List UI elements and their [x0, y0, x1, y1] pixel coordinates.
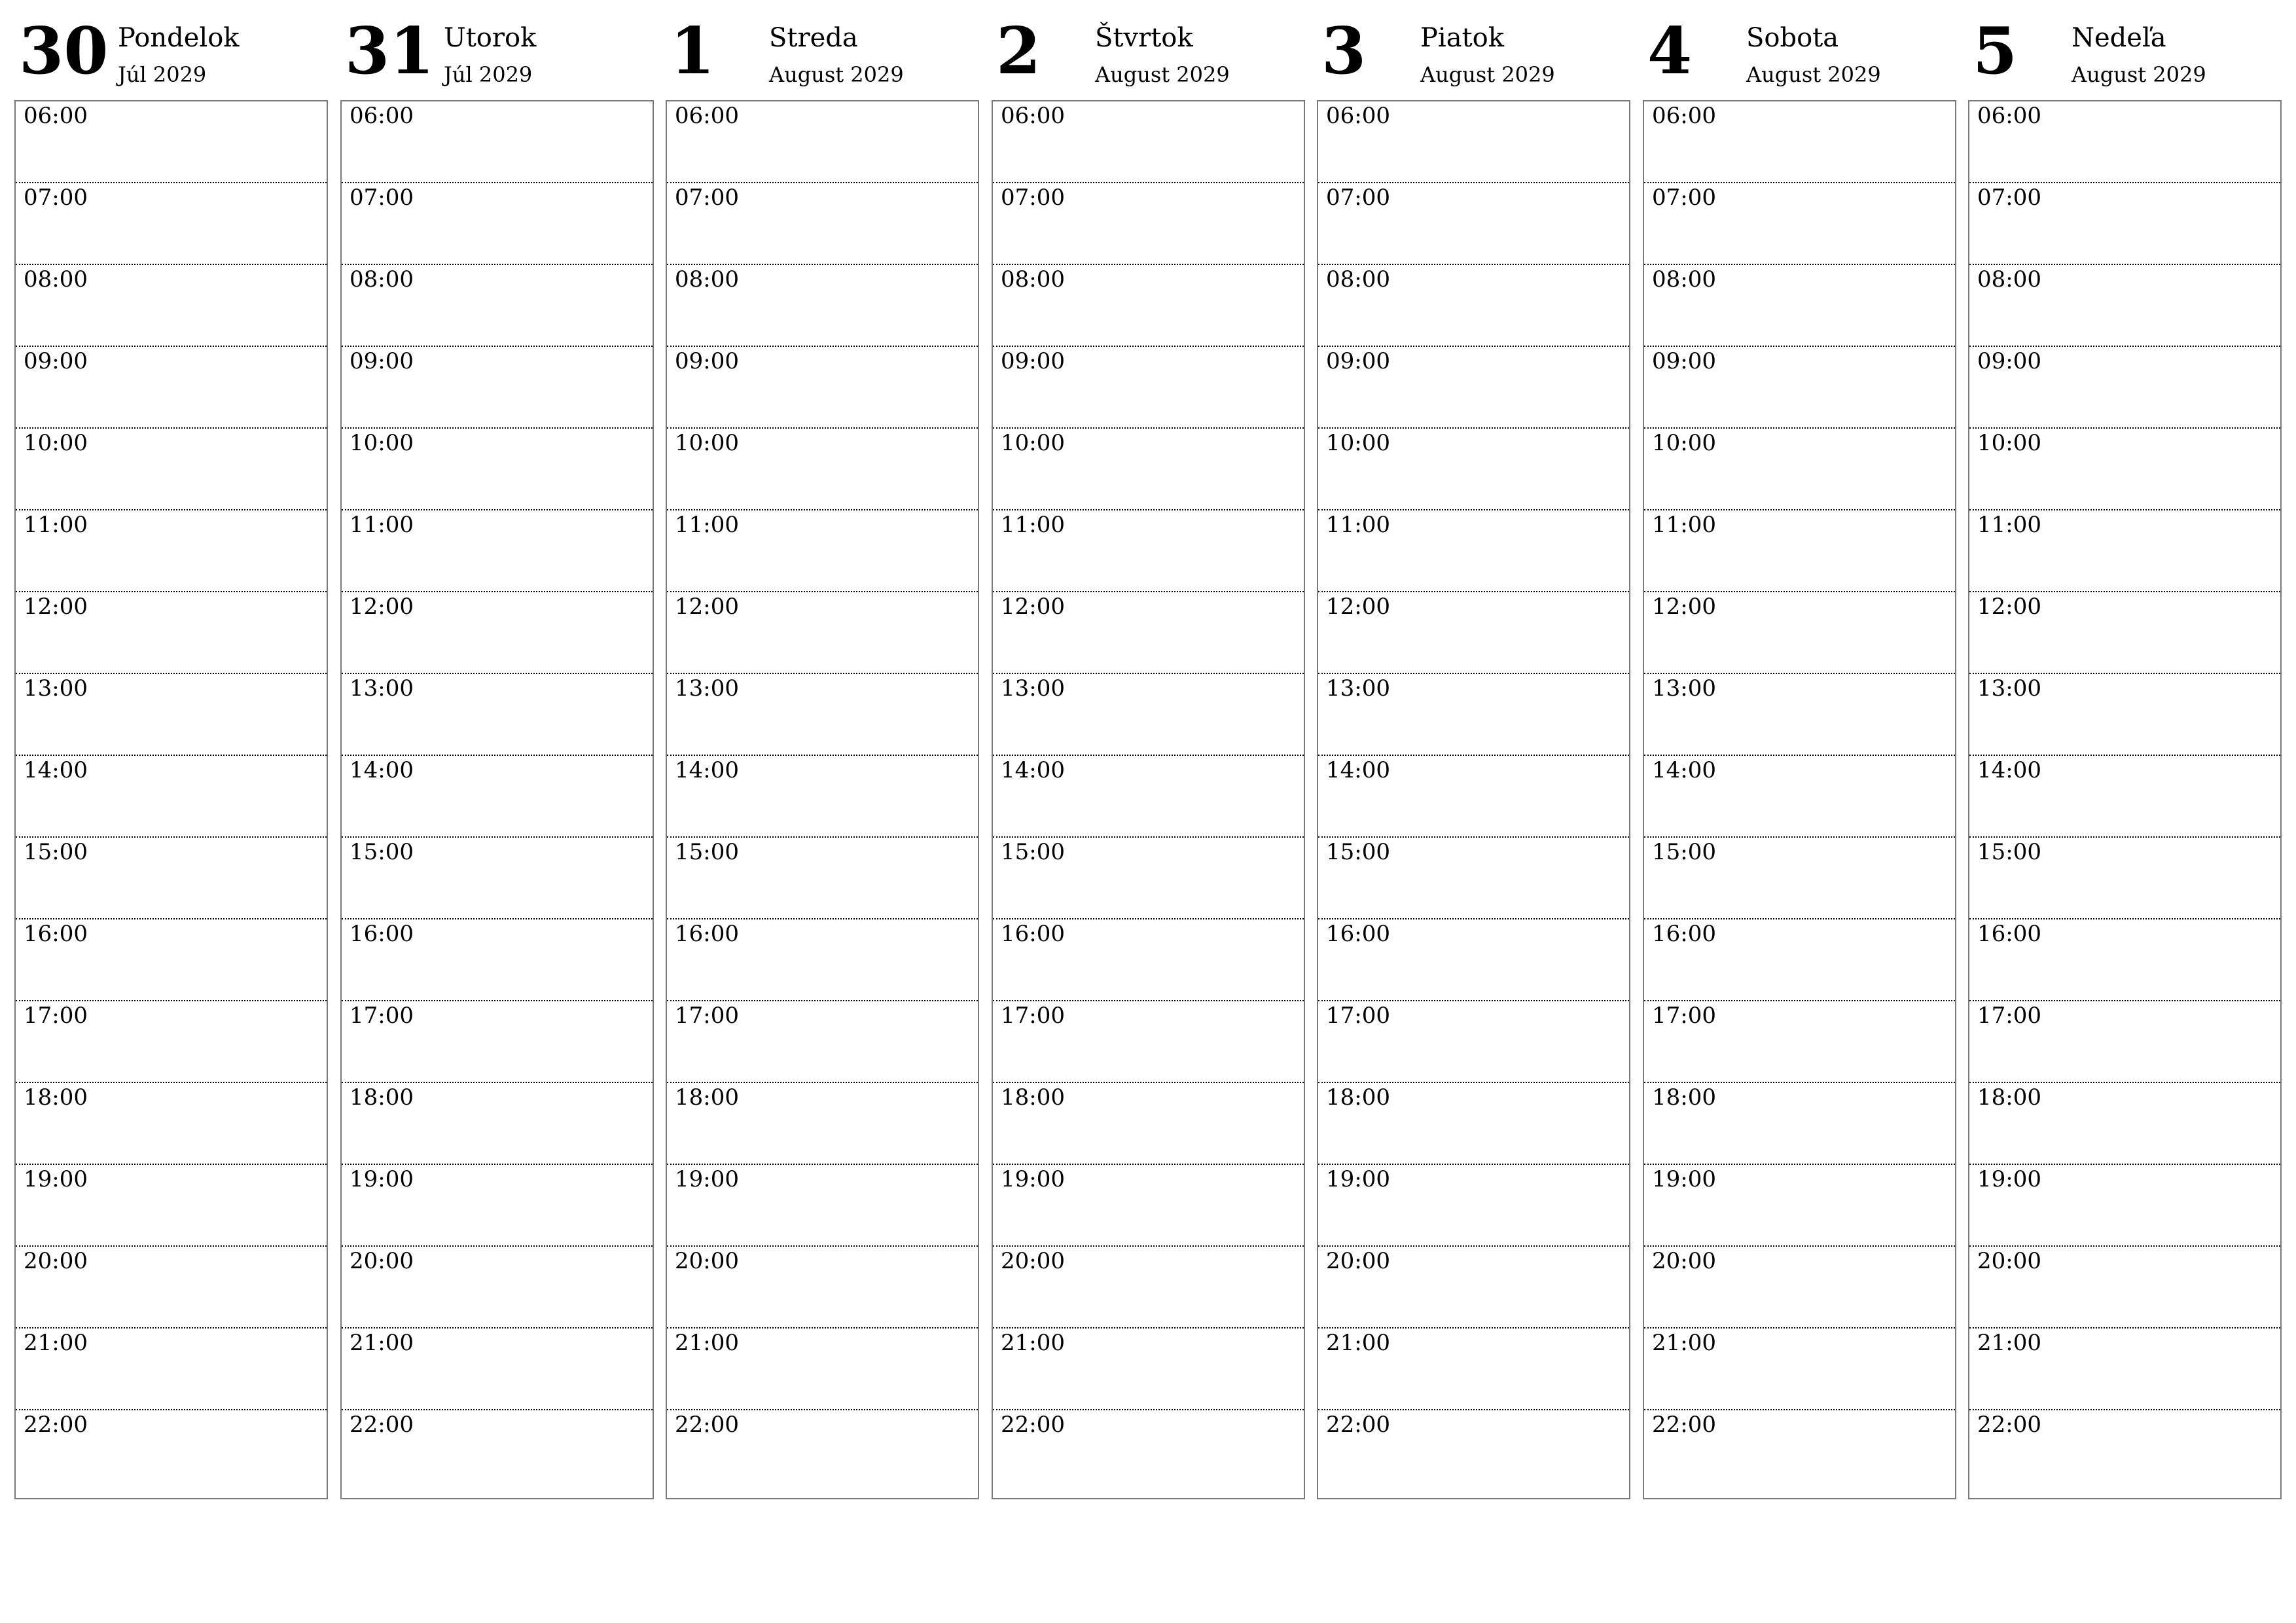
time-slot[interactable]: [993, 1247, 1304, 1329]
time-slot[interactable]: [342, 265, 653, 347]
time-label: 13:00: [1326, 675, 1390, 702]
time-slot[interactable]: [1644, 1165, 1955, 1247]
time-slot[interactable]: [342, 429, 653, 510]
time-slot[interactable]: [1644, 756, 1955, 838]
time-label: 18:00: [1326, 1084, 1390, 1111]
day-column: [14, 0, 328, 1505]
time-slot[interactable]: [993, 1165, 1304, 1247]
weekday-name: Štvrtok: [1095, 23, 1193, 53]
time-label: 10:00: [350, 430, 414, 456]
time-label: 17:00: [675, 1003, 739, 1029]
time-label: 14:00: [1652, 757, 1716, 783]
time-slot[interactable]: [16, 265, 327, 347]
time-slot[interactable]: [1969, 1247, 2280, 1329]
time-label: 15:00: [1326, 839, 1390, 865]
time-slot[interactable]: [1969, 919, 2280, 1001]
day-schedule-box: [340, 100, 654, 1499]
time-label: 14:00: [24, 757, 88, 783]
time-label: 21:00: [1326, 1330, 1390, 1356]
time-label: 19:00: [675, 1166, 739, 1192]
time-slot[interactable]: [993, 429, 1304, 510]
time-slot[interactable]: [16, 510, 327, 592]
time-slot[interactable]: [342, 183, 653, 265]
day-header: [1968, 0, 2282, 100]
time-label: 22:00: [1326, 1412, 1390, 1438]
time-slot[interactable]: [16, 429, 327, 510]
time-slot[interactable]: [667, 510, 978, 592]
time-slot[interactable]: [1644, 1247, 1955, 1329]
time-slot[interactable]: [667, 1083, 978, 1165]
time-label: 22:00: [24, 1412, 88, 1438]
time-slot[interactable]: [1969, 429, 2280, 510]
time-slot[interactable]: [16, 838, 327, 919]
time-slot[interactable]: [1969, 1083, 2280, 1165]
time-label: 13:00: [350, 675, 414, 702]
time-label: 07:00: [24, 185, 88, 211]
day-schedule-box: [1643, 100, 1956, 1499]
time-slot[interactable]: [667, 919, 978, 1001]
time-label: 17:00: [1977, 1003, 2041, 1029]
time-label: 13:00: [675, 675, 739, 702]
time-label: 18:00: [1001, 1084, 1065, 1111]
time-slot[interactable]: [16, 1165, 327, 1247]
time-label: 11:00: [1977, 512, 2041, 538]
time-slot[interactable]: [1318, 1329, 1629, 1410]
month-year: August 2029: [1746, 62, 1881, 87]
time-slot[interactable]: [1969, 674, 2280, 756]
time-slot[interactable]: [16, 756, 327, 838]
time-slot[interactable]: [1318, 919, 1629, 1001]
time-label: 12:00: [350, 594, 414, 620]
time-slot[interactable]: [1969, 838, 2280, 919]
month-year: August 2029: [1420, 62, 1555, 87]
time-slot[interactable]: [993, 756, 1304, 838]
time-slot[interactable]: [16, 919, 327, 1001]
time-label: 12:00: [1001, 594, 1065, 620]
day-header: [14, 0, 328, 100]
time-slot[interactable]: [1318, 101, 1629, 183]
time-label: 20:00: [350, 1248, 414, 1274]
time-label: 10:00: [1652, 430, 1716, 456]
time-label: 06:00: [350, 103, 414, 129]
time-slot[interactable]: [1969, 1001, 2280, 1083]
time-slot[interactable]: [342, 101, 653, 183]
time-label: 07:00: [350, 185, 414, 211]
weekday-name: Utorok: [444, 23, 537, 53]
time-label: 14:00: [675, 757, 739, 783]
time-slot[interactable]: [1969, 1410, 2280, 1498]
month-year: Júl 2029: [118, 62, 207, 87]
time-label: 06:00: [1977, 103, 2041, 129]
time-slot[interactable]: [1969, 183, 2280, 265]
month-year: August 2029: [2072, 62, 2206, 87]
time-slot[interactable]: [1644, 429, 1955, 510]
time-label: 09:00: [1652, 348, 1716, 374]
time-slot[interactable]: [1644, 592, 1955, 674]
time-label: 20:00: [24, 1248, 88, 1274]
time-slot[interactable]: [667, 1165, 978, 1247]
time-label: 12:00: [675, 594, 739, 620]
time-label: 18:00: [24, 1084, 88, 1111]
time-slot[interactable]: [993, 592, 1304, 674]
time-slot[interactable]: [1644, 510, 1955, 592]
day-number: 1: [670, 14, 715, 89]
time-slot[interactable]: [1644, 347, 1955, 429]
day-number: 30: [19, 14, 109, 89]
time-slot[interactable]: [1644, 1410, 1955, 1498]
time-label: 07:00: [1652, 185, 1716, 211]
time-slot[interactable]: [993, 183, 1304, 265]
time-label: 09:00: [1001, 348, 1065, 374]
time-label: 09:00: [1977, 348, 2041, 374]
day-number: 5: [1973, 14, 2018, 89]
time-slot[interactable]: [342, 1410, 653, 1498]
time-slot[interactable]: [1644, 183, 1955, 265]
time-slot[interactable]: [1644, 101, 1955, 183]
time-label: 18:00: [675, 1084, 739, 1111]
time-slot[interactable]: [1644, 265, 1955, 347]
time-slot[interactable]: [667, 347, 978, 429]
time-slot[interactable]: [1969, 1165, 2280, 1247]
time-label: 21:00: [675, 1330, 739, 1356]
time-label: 15:00: [675, 839, 739, 865]
time-label: 07:00: [1001, 185, 1065, 211]
time-label: 19:00: [24, 1166, 88, 1192]
time-slot[interactable]: [667, 756, 978, 838]
time-label: 15:00: [350, 839, 414, 865]
time-label: 06:00: [1326, 103, 1390, 129]
time-label: 17:00: [1001, 1003, 1065, 1029]
time-slot[interactable]: [342, 1329, 653, 1410]
day-column: [992, 0, 1305, 1505]
time-slot[interactable]: [16, 1329, 327, 1410]
time-slot[interactable]: [1644, 1083, 1955, 1165]
time-label: 19:00: [1652, 1166, 1716, 1192]
day-number: 2: [996, 14, 1041, 89]
time-label: 15:00: [1652, 839, 1716, 865]
time-slot[interactable]: [667, 265, 978, 347]
time-label: 10:00: [1001, 430, 1065, 456]
day-number: 3: [1321, 14, 1367, 89]
time-label: 10:00: [1977, 430, 2041, 456]
time-slot[interactable]: [1644, 674, 1955, 756]
time-label: 19:00: [1001, 1166, 1065, 1192]
time-slot[interactable]: [1318, 1247, 1629, 1329]
month-year: Júl 2029: [444, 62, 533, 87]
time-slot[interactable]: [667, 838, 978, 919]
time-label: 16:00: [1001, 921, 1065, 947]
time-slot[interactable]: [993, 101, 1304, 183]
time-slot[interactable]: [1644, 1329, 1955, 1410]
time-label: 18:00: [1652, 1084, 1716, 1111]
time-label: 18:00: [1977, 1084, 2041, 1111]
time-label: 16:00: [24, 921, 88, 947]
month-year: August 2029: [769, 62, 904, 87]
time-label: 11:00: [350, 512, 414, 538]
time-label: 18:00: [350, 1084, 414, 1111]
time-label: 06:00: [675, 103, 739, 129]
time-label: 11:00: [1001, 512, 1065, 538]
time-label: 12:00: [1977, 594, 2041, 620]
day-schedule-box: [992, 100, 1305, 1499]
time-label: 14:00: [1001, 757, 1065, 783]
time-slot[interactable]: [993, 1083, 1304, 1165]
time-slot[interactable]: [1318, 429, 1629, 510]
time-slot[interactable]: [667, 1247, 978, 1329]
time-label: 07:00: [1326, 185, 1390, 211]
time-label: 06:00: [24, 103, 88, 129]
time-label: 08:00: [1326, 266, 1390, 293]
time-label: 19:00: [1326, 1166, 1390, 1192]
time-slot[interactable]: [667, 183, 978, 265]
time-slot[interactable]: [342, 1083, 653, 1165]
time-slot[interactable]: [1318, 674, 1629, 756]
weekday-name: Nedeľa: [2072, 23, 2166, 53]
time-label: 22:00: [675, 1412, 739, 1438]
time-label: 08:00: [1001, 266, 1065, 293]
time-slot[interactable]: [342, 674, 653, 756]
time-slot[interactable]: [16, 592, 327, 674]
time-label: 11:00: [1326, 512, 1390, 538]
time-label: 13:00: [1001, 675, 1065, 702]
time-slot[interactable]: [993, 674, 1304, 756]
time-label: 08:00: [675, 266, 739, 293]
time-slot[interactable]: [342, 510, 653, 592]
time-slot[interactable]: [667, 1329, 978, 1410]
time-label: 12:00: [1652, 594, 1716, 620]
time-slot[interactable]: [1969, 347, 2280, 429]
time-label: 15:00: [1977, 839, 2041, 865]
time-slot[interactable]: [1969, 592, 2280, 674]
time-label: 10:00: [24, 430, 88, 456]
time-label: 13:00: [24, 675, 88, 702]
weekday-name: Streda: [769, 23, 858, 53]
day-column: [340, 0, 654, 1505]
time-label: 19:00: [1977, 1166, 2041, 1192]
day-header: [1317, 0, 1630, 100]
day-header: [992, 0, 1305, 100]
time-slot[interactable]: [342, 919, 653, 1001]
time-label: 10:00: [675, 430, 739, 456]
time-label: 17:00: [1326, 1003, 1390, 1029]
time-label: 08:00: [1977, 266, 2041, 293]
time-label: 15:00: [1001, 839, 1065, 865]
time-slot[interactable]: [1644, 919, 1955, 1001]
time-slot[interactable]: [993, 1001, 1304, 1083]
day-schedule-box: [1968, 100, 2282, 1499]
time-label: 21:00: [1652, 1330, 1716, 1356]
time-slot[interactable]: [1318, 1083, 1629, 1165]
time-slot[interactable]: [1318, 1410, 1629, 1498]
time-slot[interactable]: [342, 347, 653, 429]
time-slot[interactable]: [1318, 1165, 1629, 1247]
time-label: 16:00: [1652, 921, 1716, 947]
time-slot[interactable]: [993, 838, 1304, 919]
day-schedule-box: [14, 100, 328, 1499]
day-header: [340, 0, 654, 100]
time-label: 11:00: [1652, 512, 1716, 538]
time-slot[interactable]: [667, 101, 978, 183]
time-slot[interactable]: [16, 347, 327, 429]
time-label: 09:00: [24, 348, 88, 374]
day-column: [1968, 0, 2282, 1505]
time-label: 09:00: [675, 348, 739, 374]
time-label: 08:00: [350, 266, 414, 293]
time-slot[interactable]: [1318, 756, 1629, 838]
time-slot[interactable]: [16, 674, 327, 756]
time-slot[interactable]: [993, 510, 1304, 592]
time-slot[interactable]: [342, 1001, 653, 1083]
time-slot[interactable]: [993, 919, 1304, 1001]
time-slot[interactable]: [342, 1165, 653, 1247]
time-label: 22:00: [1652, 1412, 1716, 1438]
time-slot[interactable]: [1969, 1329, 2280, 1410]
time-slot[interactable]: [993, 1329, 1304, 1410]
day-column: [1643, 0, 1956, 1505]
time-label: 07:00: [1977, 185, 2041, 211]
time-label: 14:00: [1977, 757, 2041, 783]
time-label: 07:00: [675, 185, 739, 211]
time-label: 20:00: [675, 1248, 739, 1274]
time-slot[interactable]: [342, 592, 653, 674]
time-slot[interactable]: [1969, 510, 2280, 592]
time-label: 22:00: [1977, 1412, 2041, 1438]
time-slot[interactable]: [1644, 838, 1955, 919]
time-slot[interactable]: [667, 429, 978, 510]
time-slot[interactable]: [342, 1247, 653, 1329]
time-slot[interactable]: [1644, 1001, 1955, 1083]
day-number: 4: [1647, 14, 1693, 89]
day-header: [1643, 0, 1956, 100]
time-label: 20:00: [1977, 1248, 2041, 1274]
day-schedule-box: [1317, 100, 1630, 1499]
time-label: 16:00: [675, 921, 739, 947]
time-slot[interactable]: [667, 674, 978, 756]
time-label: 11:00: [675, 512, 739, 538]
time-slot[interactable]: [1318, 510, 1629, 592]
time-slot[interactable]: [667, 1001, 978, 1083]
time-slot[interactable]: [16, 1410, 327, 1498]
time-slot[interactable]: [16, 1083, 327, 1165]
time-slot[interactable]: [993, 265, 1304, 347]
day-column: [1317, 0, 1630, 1505]
time-label: 13:00: [1652, 675, 1716, 702]
day-number: 31: [345, 14, 435, 89]
time-slot[interactable]: [667, 1410, 978, 1498]
time-label: 09:00: [1326, 348, 1390, 374]
day-schedule-box: [666, 100, 979, 1499]
time-label: 21:00: [1977, 1330, 2041, 1356]
time-label: 16:00: [350, 921, 414, 947]
time-label: 22:00: [350, 1412, 414, 1438]
weekday-name: Piatok: [1420, 23, 1504, 53]
time-label: 12:00: [1326, 594, 1390, 620]
time-label: 22:00: [1001, 1412, 1065, 1438]
time-label: 17:00: [24, 1003, 88, 1029]
time-label: 08:00: [1652, 266, 1716, 293]
time-label: 16:00: [1977, 921, 2041, 947]
day-header: [666, 0, 979, 100]
time-label: 12:00: [24, 594, 88, 620]
time-label: 06:00: [1652, 103, 1716, 129]
time-slot[interactable]: [16, 1001, 327, 1083]
time-label: 20:00: [1001, 1248, 1065, 1274]
weekly-planner: [14, 0, 2282, 1505]
time-label: 06:00: [1001, 103, 1065, 129]
day-column: [666, 0, 979, 1505]
time-slot[interactable]: [993, 1410, 1304, 1498]
time-label: 14:00: [1326, 757, 1390, 783]
time-slot[interactable]: [342, 756, 653, 838]
time-label: 10:00: [1326, 430, 1390, 456]
time-label: 14:00: [350, 757, 414, 783]
time-slot[interactable]: [1318, 838, 1629, 919]
time-label: 17:00: [350, 1003, 414, 1029]
time-slot[interactable]: [1969, 265, 2280, 347]
time-slot[interactable]: [667, 592, 978, 674]
time-slot[interactable]: [1318, 592, 1629, 674]
weekday-name: Sobota: [1746, 23, 1839, 53]
time-slot[interactable]: [1969, 101, 2280, 183]
time-label: 20:00: [1652, 1248, 1716, 1274]
time-label: 11:00: [24, 512, 88, 538]
time-label: 21:00: [1001, 1330, 1065, 1356]
time-slot[interactable]: [16, 1247, 327, 1329]
time-label: 19:00: [350, 1166, 414, 1192]
time-label: 16:00: [1326, 921, 1390, 947]
time-slot[interactable]: [1318, 265, 1629, 347]
time-label: 17:00: [1652, 1003, 1716, 1029]
time-slot[interactable]: [1969, 756, 2280, 838]
time-slot[interactable]: [1318, 183, 1629, 265]
time-slot[interactable]: [1318, 1001, 1629, 1083]
time-label: 20:00: [1326, 1248, 1390, 1274]
time-label: 21:00: [24, 1330, 88, 1356]
time-label: 21:00: [350, 1330, 414, 1356]
time-slot[interactable]: [993, 347, 1304, 429]
time-slot[interactable]: [1318, 347, 1629, 429]
time-label: 13:00: [1977, 675, 2041, 702]
time-label: 08:00: [24, 266, 88, 293]
time-label: 09:00: [350, 348, 414, 374]
time-slot[interactable]: [342, 838, 653, 919]
time-label: 15:00: [24, 839, 88, 865]
time-slot[interactable]: [16, 101, 327, 183]
weekday-name: Pondelok: [118, 23, 240, 53]
month-year: August 2029: [1095, 62, 1230, 87]
time-slot[interactable]: [16, 183, 327, 265]
